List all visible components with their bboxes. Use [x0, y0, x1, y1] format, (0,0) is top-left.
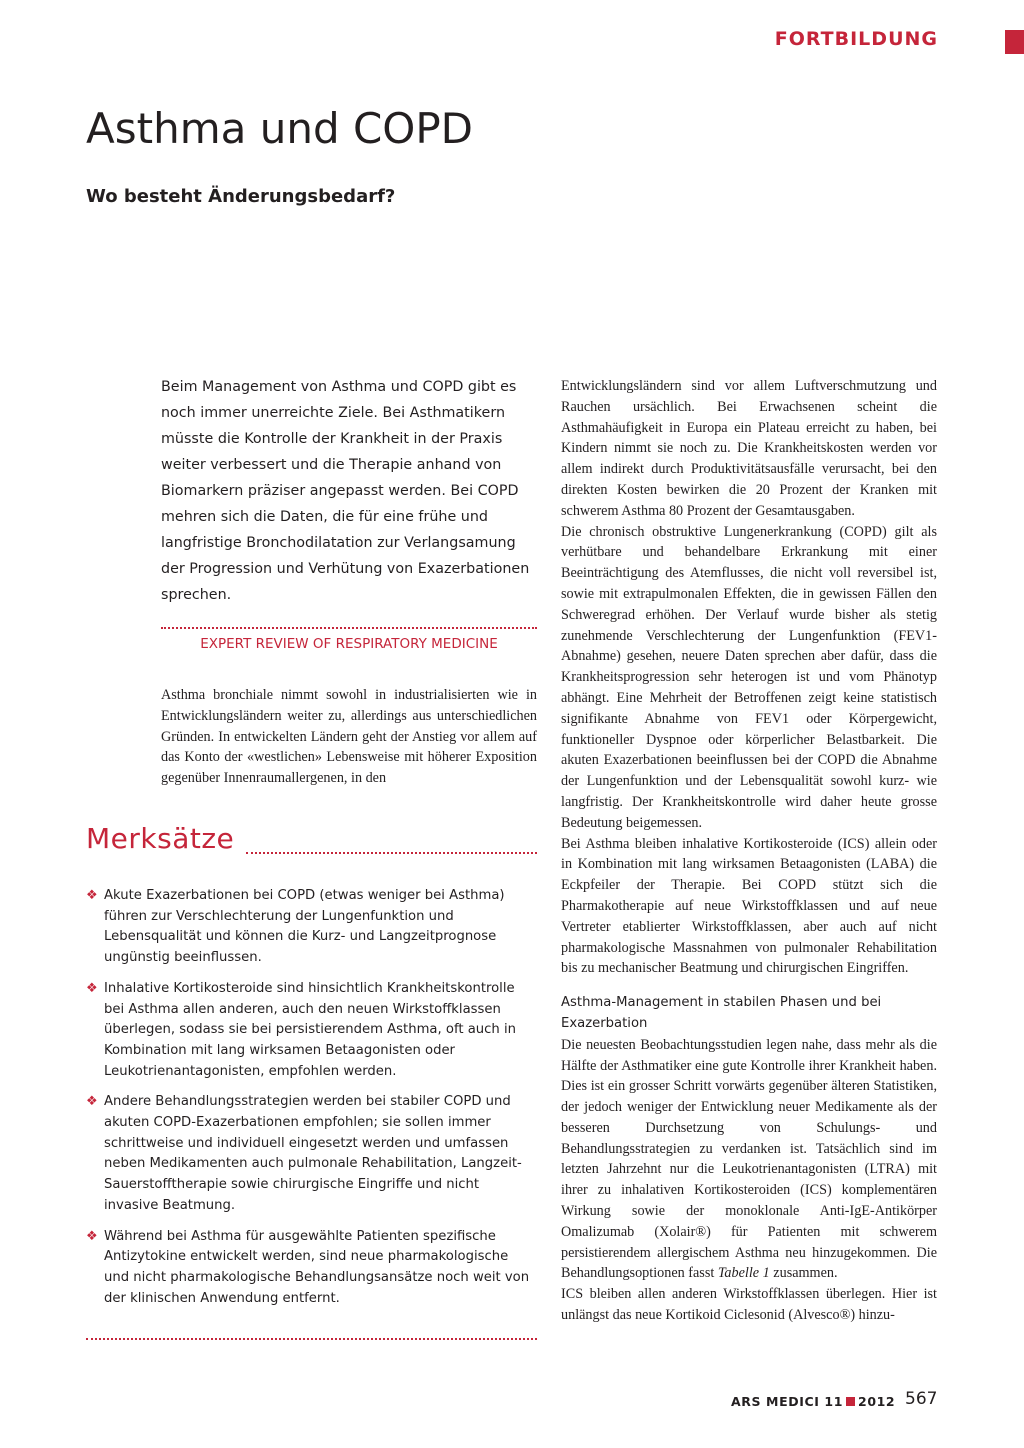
diamond-bullet-icon: ❖ — [86, 980, 98, 996]
footer-journal — [731, 1394, 895, 1409]
list-item-text: Andere Behandlungsstrategien werden bei stabiler COPD und akuten COPD-Exazerbationen empfohlen; sie sollen immer schrittweise und individuell eingesetzt werden und umfassen neben Medikamenten auch pulmonale Rehabilitation, Langzeit-Sauerstofftherapie sowie chirurgische Eingriffe und nicht invasive Beatmung. — [104, 1094, 522, 1213]
list-item — [86, 886, 537, 969]
body-paragraph: Die chronisch obstruktive Lungenerkrankung (COPD) gilt als verhütbare und behandelbare Erkrankung mit einer Beeinträchtigung des Atemflusses, die nicht voll reversibel ist, sowie mit extrapulmonalen Effekten, die in gewissen Fällen den Schweregrad erhöhen. Der Verlauf wurde bisher als stetig zunehmende Verschlechterung der Lungenfunktion (FEV1-Abnahme) gesehen, neuere Daten sprechen aber dafür, dass die Krankheitsprogression sehr heterogen ist und vom Phänotyp abhängt. Eine Mehrheit der Betroffenen zeigt keine statistisch signifikante Abnahme von FEV1 oder Körpergewicht, funktioneller Dyspnoe oder körperlicher Belastbarkeit. Die akuten Exazerbationen beeinflussen bei der COPD die Abnahme der Lungenfunktion und der Lebensqualität sowohl kurz- wie langfristig. Der Krankheitskontrolle wird daher heute grosse Bedeutung beigemessen. — [561, 523, 937, 831]
list-item — [86, 979, 537, 1083]
article-subtitle: Wo besteht Änderungsbedarf? — [86, 186, 396, 207]
merksaetze-heading: Merksätze — [86, 822, 235, 855]
merksaetze-list — [86, 886, 537, 1319]
section-subheading: Asthma-Management in stabilen Phasen und bei Exazerbation — [561, 995, 882, 1031]
body-paragraph: Entwicklungsländern sind vor allem Luftverschmutzung und Rauchen ursächlich. Bei Erwachsenen scheint die Asthmahäufigkeit in Europa ein Plateau erreicht zu haben, bei Kindern nimmt sie noch zu. Die Krankheitskosten werden vor allem indirekt durch Produktivitätsausfälle verursacht, bei den direkten Kosten bewirken die 20 Prozent der Kranken mit schwerem Asthma 80 Prozent der Gesamtausgaben. — [561, 378, 937, 519]
intro-paragraph: Asthma bronchiale nimmt sowohl in industrialisierten wie in Entwicklungsländern weiter zu, allerdings aus unterschiedlichen Gründen. In entwickelten Ländern geht der Anstieg vor allem auf das Konto der «westlichen» Lebensweise mit höherer Exposition gegenüber Innenraumallergenen, in den — [161, 687, 537, 787]
diamond-bullet-icon: ❖ — [86, 1228, 98, 1244]
table-reference: Tabelle 1 — [717, 1265, 770, 1282]
article-title: Asthma und COPD — [86, 104, 474, 153]
journal-year: 2012 — [858, 1394, 896, 1409]
page-number: 567 — [905, 1389, 938, 1409]
merksaetze-heading-divider — [246, 852, 537, 854]
body-text: Die neuesten Beobachtungsstudien legen nahe, dass mehr als die Hälfte der Asthmatiker eine gute Kontrolle ihrer Krankheit haben. Dies ist ein grosser Schritt vorwärts gegenüber älteren Statistiken, der jedoch weniger der Entwicklung neuer Medikamente als der besseren Durchsetzung von Schulungs- und Behandlungsstrategien zu verdanken ist. Tatsächlich sind im letzten Jahrzehnt nur die Leukotrienantagonisten (LTRA) mit ihrer zu inhalativen Kortikosteroiden (ICS) komplementären Wirkung sowie der monoklonale Anti-IgE-Antikörper Omalizumab (Xolair®) für Patienten mit schwerem persistierendem allergischem Asthma neu hinzugekommen. Die Behandlungsoptionen fasst — [561, 1036, 937, 1282]
list-item-text: Während bei Asthma für ausgewählte Patienten spezifische Antizytokine entwickelt werden, sind neue pharmakologische und nicht pharmakologische Behandlungsansätze noch weit von der klinischen Anwendung entfernt. — [104, 1228, 530, 1306]
list-item — [86, 1227, 537, 1310]
body-paragraph — [561, 1035, 937, 1285]
red-square-icon — [846, 1397, 855, 1406]
merksaetze-bottom-divider — [86, 1338, 537, 1340]
diamond-bullet-icon: ❖ — [86, 1094, 98, 1110]
journal-name: ARS MEDICI 11 — [731, 1394, 844, 1409]
body-paragraph: ICS bleiben allen anderen Wirkstoffklassen überlegen. Hier ist unlängst das neue Kortikoid Ciclesonid (Alvesco®) hinzu- — [561, 1286, 937, 1324]
section-color-bar — [1005, 30, 1024, 54]
list-item — [86, 1092, 537, 1216]
diamond-bullet-icon: ❖ — [86, 888, 98, 903]
body-text: zusammen. — [769, 1265, 838, 1282]
list-item-text: Inhalative Kortikosteroide sind hinsichtlich Krankheitskontrolle bei Asthma allen anderen, auch den neuen Wirkstoffklassen überlegen, sodass sie bei persistierendem Asthma, oft auch in Kombination mit lang wirksamen Betaagonisten oder Leukotrienantagonisten, empfohlen werden. — [104, 980, 516, 1079]
article-lead: Beim Management von Asthma und COPD gibt es noch immer unerreichte Ziele. Bei Asthmatikern müsste die Kontrolle der Krankheit in der Praxis weiter verbessert und die Therapie anhand von Biomarkern präziser angepasst werden. Bei COPD mehren sich die Daten, die für eine frühe und langfristige Bronchodilatation zur Verlangsamung der Progression und Verhütung von Exazerbationen sprechen. — [161, 379, 530, 603]
source-divider — [161, 627, 537, 629]
right-column — [561, 376, 937, 1326]
list-item-text: Akute Exazerbationen bei COPD (etwas weniger bei Asthma) führen zur Verschlechterung der Lungenfunktion und Lebensqualität und können die Kurz- und Langzeitprognose ungünstig beeinflussen. — [104, 888, 505, 966]
source-label: EXPERT REVIEW OF RESPIRATORY MEDICINE — [200, 636, 498, 652]
section-label: FORTBILDUNG — [774, 28, 938, 50]
body-paragraph: Bei Asthma bleiben inhalative Kortikosteroide (ICS) allein oder in Kombination mit lang wirksamen Betaagonisten (LABA) die Eckpfeiler der Therapie. Bei COPD stützt sich die Pharmakotherapie auf neue Wirkstoffklassen und auf neue Vertreter etablierter Wirkstoffklassen, aber auch auf nicht pharmakologische Massnahmen von pulmonaler Rehabilitation bis zu mechanischer Beatmung und chirurgischen Eingriffen. — [561, 835, 937, 977]
